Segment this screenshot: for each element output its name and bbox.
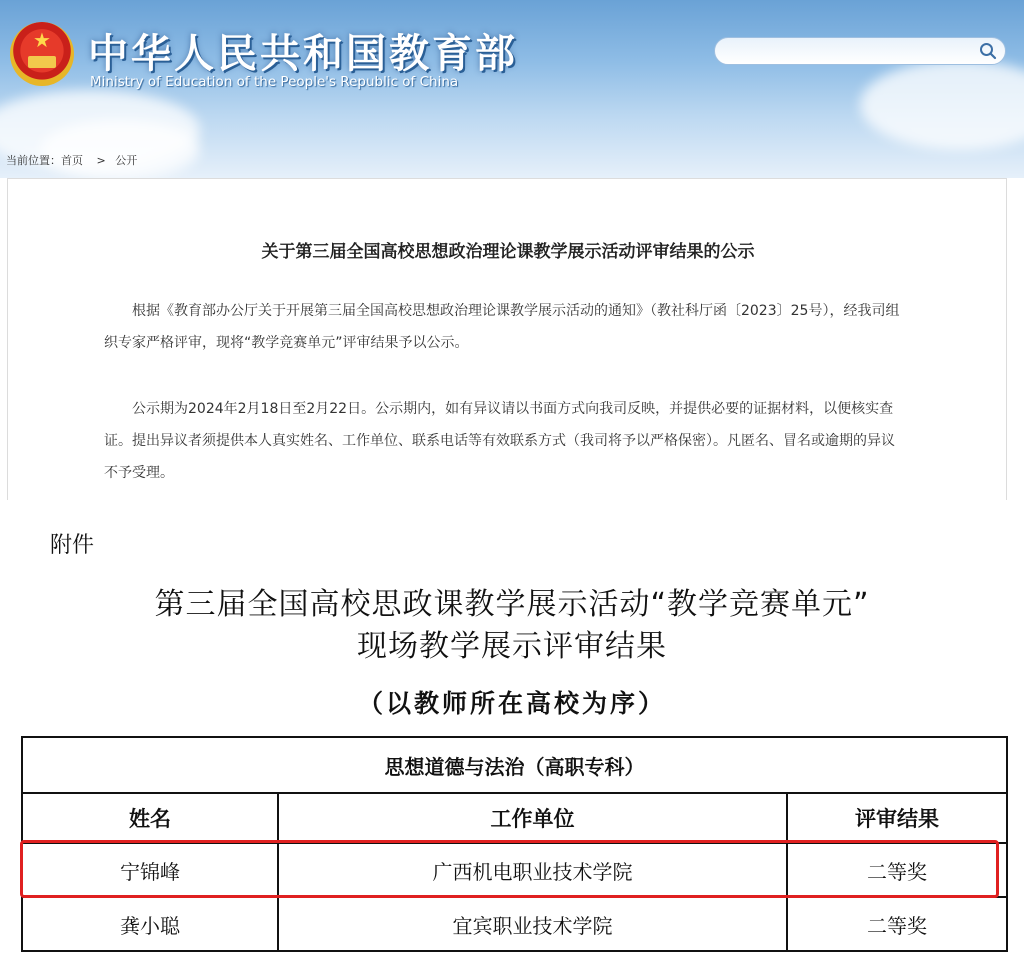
article-title: 关于第三届全国高校思想政治理论课教学展示活动评审结果的公示 (261, 242, 755, 262)
article-paragraph: 公示期为2024年2月18日至2月22日。公示期内，如有异议请以书面方式向我司反映，并提供必要的证据材料，以便核实查证。提出异议者须提供本人真实姓名、工作单位、联系电话等有效联系方式（我司将予以严格保密）。凡匿名、冒名或逾期的异议不予受理。 (104, 401, 895, 481)
search-icon[interactable] (979, 42, 997, 60)
table-section-row (22, 737, 1007, 793)
cell-unit: 广西机电职业技术学院 (278, 843, 787, 897)
site-title[interactable]: 中华人民共和国教育部 (88, 31, 518, 77)
breadcrumb-separator: > (96, 154, 106, 167)
cloud-decoration (40, 120, 200, 178)
column-header-result: 评审结果 (787, 793, 1007, 843)
site-subtitle: Ministry of Education of the People's Republic of China (90, 74, 459, 90)
breadcrumb (6, 152, 141, 168)
breadcrumb-label: 当前位置： (6, 154, 61, 167)
table-row (22, 897, 1007, 951)
breadcrumb-home-link[interactable]: 首页 (61, 154, 83, 167)
column-header-unit: 工作单位 (278, 793, 787, 843)
site-header (0, 0, 1024, 178)
attachment-title (0, 584, 1024, 668)
article-paragraph: 根据《教育部办公厅关于开展第三届全国高校思想政治理论课教学展示活动的通知》（教社科厅函〔2023〕25号），经我司组织专家严格评审，现将“教学竞赛单元”评审结果予以公示。 (104, 303, 900, 351)
cloud-decoration (860, 60, 1024, 150)
attachment-subtitle: （以教师所在高校为序） (357, 689, 666, 718)
national-emblem-icon: ★ (10, 22, 74, 86)
cell-unit: 宜宾职业技术学院 (278, 897, 787, 951)
table-header-row (22, 793, 1007, 843)
search-input[interactable] (727, 38, 971, 64)
attachment-title-line1: 第三届全国高校思政课教学展示活动“教学竞赛单元” (154, 587, 870, 622)
attachment-title-line2: 现场教学展示评审结果 (357, 629, 667, 664)
article-panel (7, 178, 1007, 500)
table-section-title: 思想道德与法治（高职专科） (22, 737, 1007, 793)
cell-result: 二等奖 (787, 843, 1007, 897)
cell-result: 二等奖 (787, 897, 1007, 951)
column-header-name: 姓名 (22, 793, 278, 843)
cell-name: 宁锦峰 (22, 843, 278, 897)
row-highlight-box (20, 840, 999, 898)
attachment-label: 附件 (50, 533, 95, 558)
cell-name: 龚小聪 (22, 897, 278, 951)
breadcrumb-current-link[interactable]: 公开 (115, 154, 138, 167)
search-box[interactable] (714, 37, 1006, 65)
